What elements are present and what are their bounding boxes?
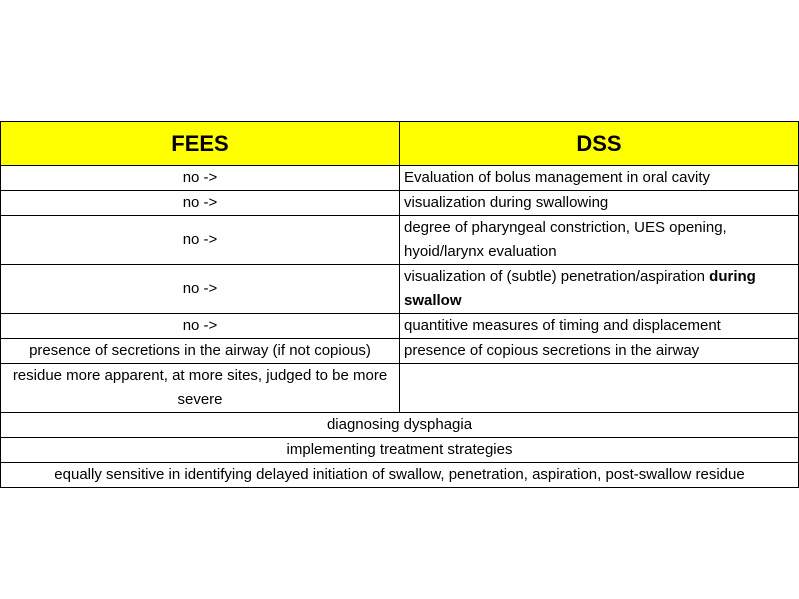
fees-cell: residue more apparent, at more sites, judged to be more severe [1, 364, 400, 413]
table-row [1, 191, 799, 216]
header-fees: FEES [1, 122, 400, 166]
fees-cell: no -> [1, 191, 400, 216]
comparison-table-container [0, 121, 798, 488]
table-row [1, 265, 799, 314]
fees-dss-comparison-table [0, 121, 799, 488]
table-row [1, 364, 799, 413]
shared-row [1, 438, 799, 463]
dss-cell: degree of pharyngeal constriction, UES opening, hyoid/larynx evaluation [400, 216, 799, 265]
shared-cell: implementing treatment strategies [1, 438, 799, 463]
table-row [1, 339, 799, 364]
fees-cell: presence of secretions in the airway (if not copious) [1, 339, 400, 364]
shared-row [1, 413, 799, 438]
shared-cell: equally sensitive in identifying delayed initiation of swallow, penetration, aspiration, post-swallow residue [1, 463, 799, 488]
dss-cell: Evaluation of bolus management in oral cavity [400, 166, 799, 191]
header-dss: DSS [400, 122, 799, 166]
table-row [1, 166, 799, 191]
dss-cell: visualization during swallowing [400, 191, 799, 216]
fees-cell: no -> [1, 314, 400, 339]
dss-cell: presence of copious secretions in the airway [400, 339, 799, 364]
header-row [1, 122, 799, 166]
dss-text: visualization of (subtle) penetration/aspiration [404, 268, 710, 285]
shared-row [1, 463, 799, 488]
table-row [1, 216, 799, 265]
fees-cell: no -> [1, 265, 400, 314]
dss-cell [400, 265, 799, 314]
shared-cell: diagnosing dysphagia [1, 413, 799, 438]
dss-bold-text: during swallow [404, 268, 756, 309]
table-row [1, 314, 799, 339]
fees-cell: no -> [1, 166, 400, 191]
fees-cell: no -> [1, 216, 400, 265]
dss-cell: quantitive measures of timing and displacement [400, 314, 799, 339]
dss-cell [400, 364, 799, 413]
